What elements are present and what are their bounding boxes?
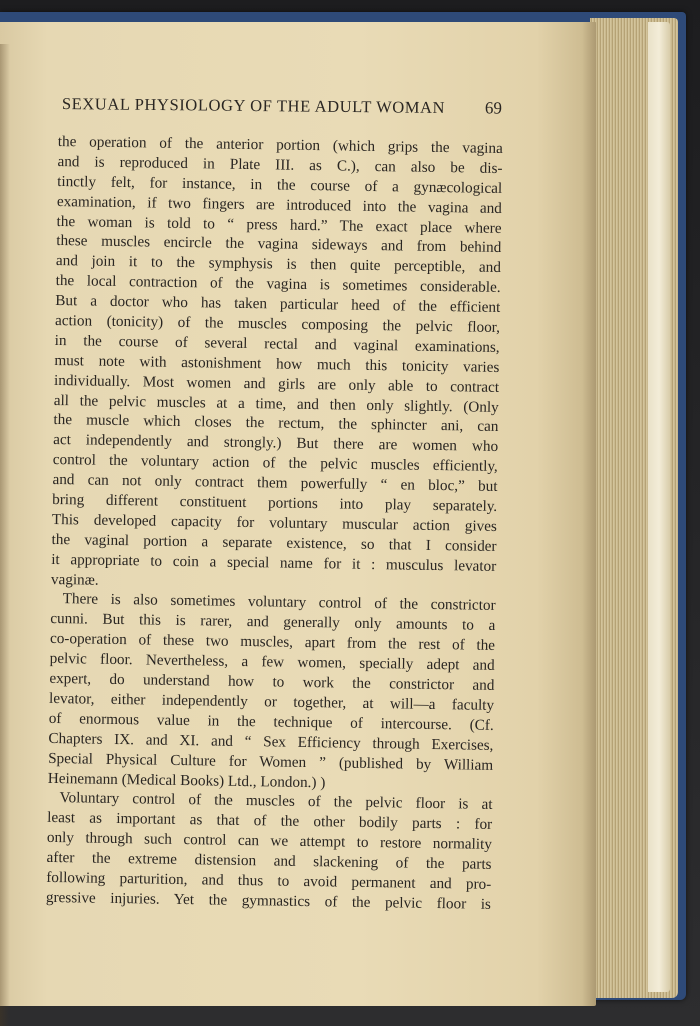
body-text <box>46 132 503 915</box>
text-line: control the voluntary action of the pelvic muscles efficiently, <box>52 451 498 476</box>
text-line: co-operation of these two muscles, apart from the rest of the <box>49 630 496 655</box>
text-line: tinctly felt, for instance, in the course of a gynæcological <box>57 172 503 197</box>
text-line: But a doctor who has taken particular heed of the efficient <box>55 292 501 317</box>
text-line: bring different constituent portions into play separately. <box>52 490 498 515</box>
text-line: the woman is told to “ press hard.” The exact place where <box>56 212 502 237</box>
text-line: must note with astonishment how much this tonicity varies <box>54 351 500 376</box>
text-line: in the course of several rectal and vaginal examinations, <box>54 331 500 356</box>
text-line: individually. Most women and girls are only able to contract <box>53 371 500 396</box>
text-line: the muscle which closes the rectum, the sphincter ani, can <box>53 411 499 436</box>
text-line: pelvic floor. Nevertheless, a few women, specially adept and <box>49 650 495 675</box>
text-line: examination, if two fingers are introduced into the vagina and <box>56 192 502 217</box>
text-line: Special Physical Culture for Women ” (published by William <box>48 749 494 774</box>
text-line: the local contraction of the vagina is sometimes considerable. <box>55 272 501 297</box>
text-line: vaginæ. <box>50 570 99 589</box>
text-line: only through such control can we attempt to restore normality <box>46 829 492 854</box>
text-line: following parturition, and thus to avoid permanent and pro- <box>46 868 492 893</box>
text-line: This developed capacity for voluntary muscular action gives <box>51 510 497 535</box>
text-line: the operation of the anterior portion (which grips the vagina <box>57 132 503 157</box>
text-line: Voluntary control of the muscles of the pelvic floor is at <box>59 789 493 814</box>
text-line: There is also sometimes voluntary control of the constrictor <box>62 590 496 615</box>
text-line: act independently and strongly.) But there are women who <box>53 431 499 456</box>
text-line: cunni. But this is rarer, and generally only amounts to a <box>50 610 496 635</box>
spine-shadow <box>0 44 10 1026</box>
running-title: SEXUAL PHYSIOLOGY OF THE ADULT WOMAN <box>61 94 446 118</box>
text-line: it appropriate to coin a special name for it : musculus levator <box>51 550 497 575</box>
text-line: Chapters IX. and XI. and “ Sex Efficiency through Exercises, <box>48 729 494 754</box>
text-line: least as important as that of the other bodily parts : for <box>47 809 493 834</box>
text-line: all the pelvic muscles at a time, and then only slightly. (Only <box>53 391 499 416</box>
text-line: these muscles encircle the vagina sideways and from behind <box>56 232 502 257</box>
text-line: and join it to the symphysis is then quite perceptible, and <box>55 252 502 277</box>
text-line: expert, do understand how to work the constrictor and <box>49 669 495 694</box>
text-line: Heinemann (Medical Books) Ltd., London.) ) <box>47 769 326 791</box>
text-line: the vaginal portion a separate existence, so that I consider <box>51 530 497 555</box>
text-line: levator, either independently or together, at will—a faculty <box>48 689 495 714</box>
text-line: action (tonicity) of the muscles composing the pelvic floor, <box>54 311 501 336</box>
text-line: after the extreme distension and slackening of the parts <box>46 848 492 873</box>
text-line: and can not only contract them powerfully “ en bloc,” but <box>52 471 498 496</box>
text-line: of enormous value in the technique of intercourse. (Cf. <box>48 709 494 734</box>
text-line: and is reproduced in Plate III. as C.), can also be dis- <box>57 152 503 177</box>
text-line: gressive injuries. Yet the gymnastics of the pelvic floor is <box>45 888 492 913</box>
page-edges-highlight <box>648 22 670 992</box>
page-number: 69 <box>484 98 502 118</box>
